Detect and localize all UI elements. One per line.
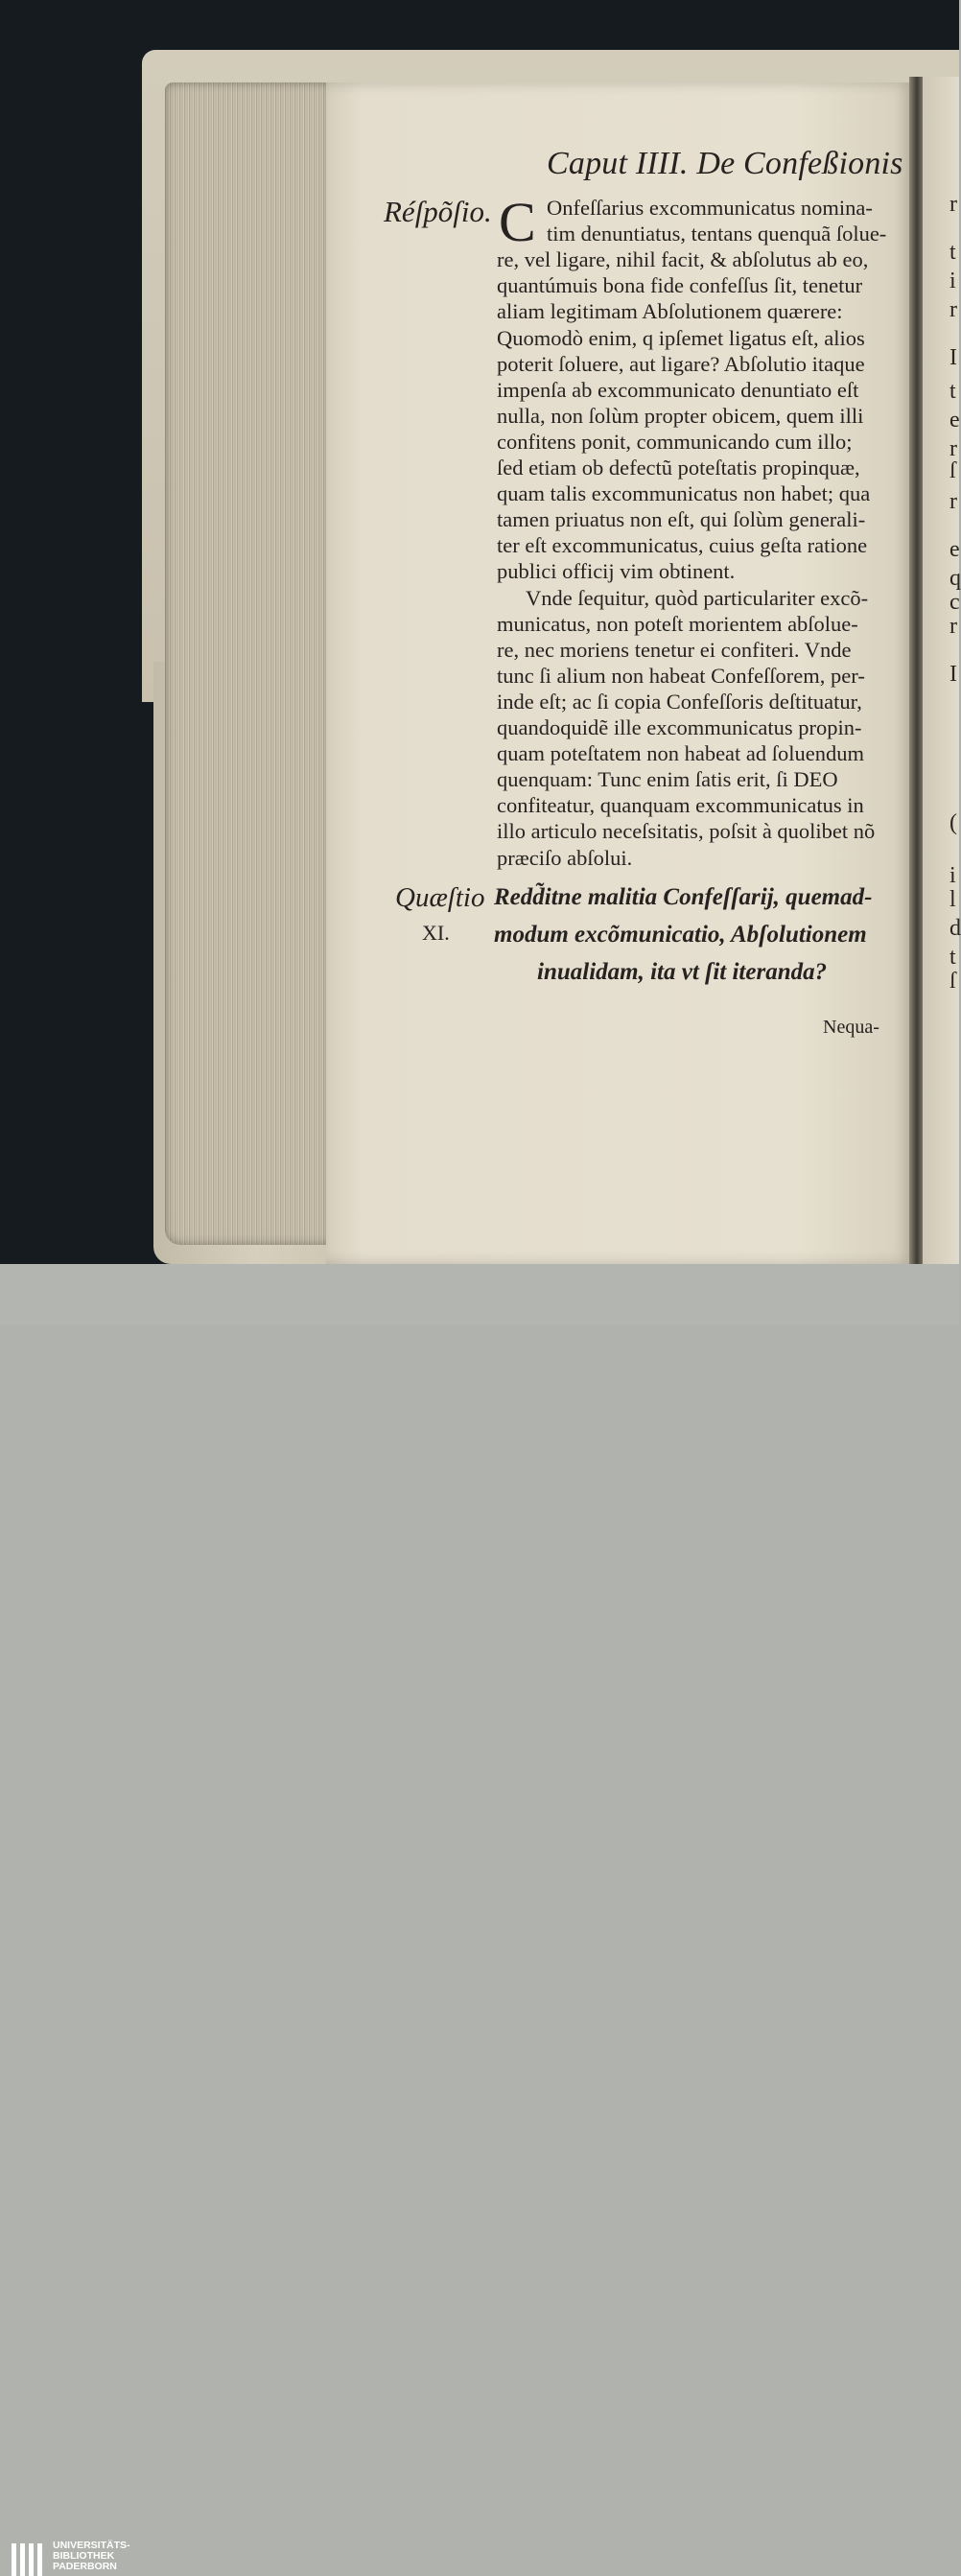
body-line: ter eſt excommunicatus, cuius geſta ratione <box>497 533 868 558</box>
body-line: Vnde ſequitur, quòd particulariter excõ- <box>526 585 869 610</box>
next-page-letter: c <box>949 590 960 615</box>
body-line: re, vel ligare, nihil facit, & abſolutus ab eo, <box>497 247 869 272</box>
next-page-letter: ſ <box>949 458 956 483</box>
book-scan <box>0 0 959 1264</box>
body-line: illo articulo neceſsitatis, poſsit à quolibet nõ <box>497 819 876 844</box>
margin-note-number: XI. <box>422 921 450 945</box>
next-page-letter: r <box>949 614 957 639</box>
body-line: quam talis excommunicatus non habet; qua <box>497 481 871 506</box>
next-page-letter: ſ <box>949 969 956 994</box>
next-page-letter: t <box>949 945 956 970</box>
next-page-letter: ( <box>949 810 957 835</box>
next-page-letter: d <box>949 916 961 941</box>
right-page-fragment <box>923 77 959 1264</box>
body-line: quandoquidẽ ille excommunicatus propin- <box>497 715 862 739</box>
body-line: nulla, non ſolùm propter obicem, quem illi <box>497 403 864 428</box>
next-page-letter: I <box>949 345 957 370</box>
next-page-letter: r <box>949 436 957 461</box>
body-line: re, nec moriens tenetur ei confiteri. Vnde <box>497 637 852 662</box>
body-line: quam poteſtatem non habeat ad ſoluendum <box>497 741 865 766</box>
next-page-letter: I <box>949 662 957 687</box>
next-page-letter: e <box>949 537 960 562</box>
next-page-letter: t <box>949 240 956 265</box>
question-line: Redd̃itne malitia Confeſſarij, quemad- <box>494 884 873 910</box>
next-page-letter: e <box>949 408 960 433</box>
body-line: Quomodò enim, q ipſemet ligatus eſt, alios <box>497 325 865 350</box>
next-page-letter: r <box>949 489 957 514</box>
body-line: Onfeſſarius excommunicatus nomina- <box>547 196 873 220</box>
next-page-letter: q <box>949 566 961 591</box>
body-line: publici officij vim obtinent. <box>497 559 736 584</box>
library-logo-icon <box>12 2543 48 2576</box>
body-line: confitens ponit, communicando cum illo; <box>497 429 853 454</box>
next-page-letter: r <box>949 192 957 217</box>
next-page-letter: i <box>949 863 956 888</box>
next-page-letter: t <box>949 379 956 404</box>
next-page-letter: r <box>949 297 957 322</box>
body-line: quantúmuis bona fide confeſſus ſit, tenetur <box>497 273 863 298</box>
margin-note-quaestio: Quæſtio <box>395 882 485 913</box>
body-line: tamen priuatus non eſt, qui ſolùm generali- <box>497 507 866 532</box>
body-line: ſed etiam ob defectũ poteſtatis propinquæ, <box>497 456 860 480</box>
page-edges <box>165 82 330 1245</box>
body-line: præciſo abſolui. <box>497 845 633 870</box>
next-page-letter: l <box>949 887 956 912</box>
catchword: Nequa- <box>823 1017 879 1038</box>
question-line: inualidam, ita vt ſit iteranda? <box>537 959 828 985</box>
body-line: tim denuntiatus, tentans quenquã ſolue- <box>547 222 887 246</box>
body-line: impenſa ab excommunicato denuntiato eſt <box>497 377 859 402</box>
question-line: modum excõmunicatio, Abſolutionem <box>494 922 867 948</box>
body-line: confiteatur, quanquam excommunicatus in <box>497 793 864 818</box>
body-line: tunc ſi alium non habeat Confeſſorem, per- <box>497 663 865 688</box>
body-line: poterit ſoluere, aut ligare? Abſolutio itaque <box>497 351 865 376</box>
body-line: quenquam: Tunc enim ſatis erit, ſi DEO <box>497 767 838 792</box>
drop-capital: C <box>499 191 536 253</box>
next-page-letter: i <box>949 269 956 293</box>
library-footer <box>0 1264 959 2572</box>
body-line: aliam legitimam Abſolutionem quærere: <box>497 299 843 324</box>
library-name: UNIVERSITÄTS- BIBLIOTHEK PADERBORN <box>53 2540 130 2572</box>
body-line: municatus, non poteſt morientem abſolue- <box>497 611 858 636</box>
page-header: Caput IIII. De Confeßionis <box>547 146 903 181</box>
margin-note-responsio: Réſpõſio. <box>384 195 492 228</box>
body-line: inde eſt; ac ſi copia Confeſſoris deſtituatur, <box>497 689 862 714</box>
